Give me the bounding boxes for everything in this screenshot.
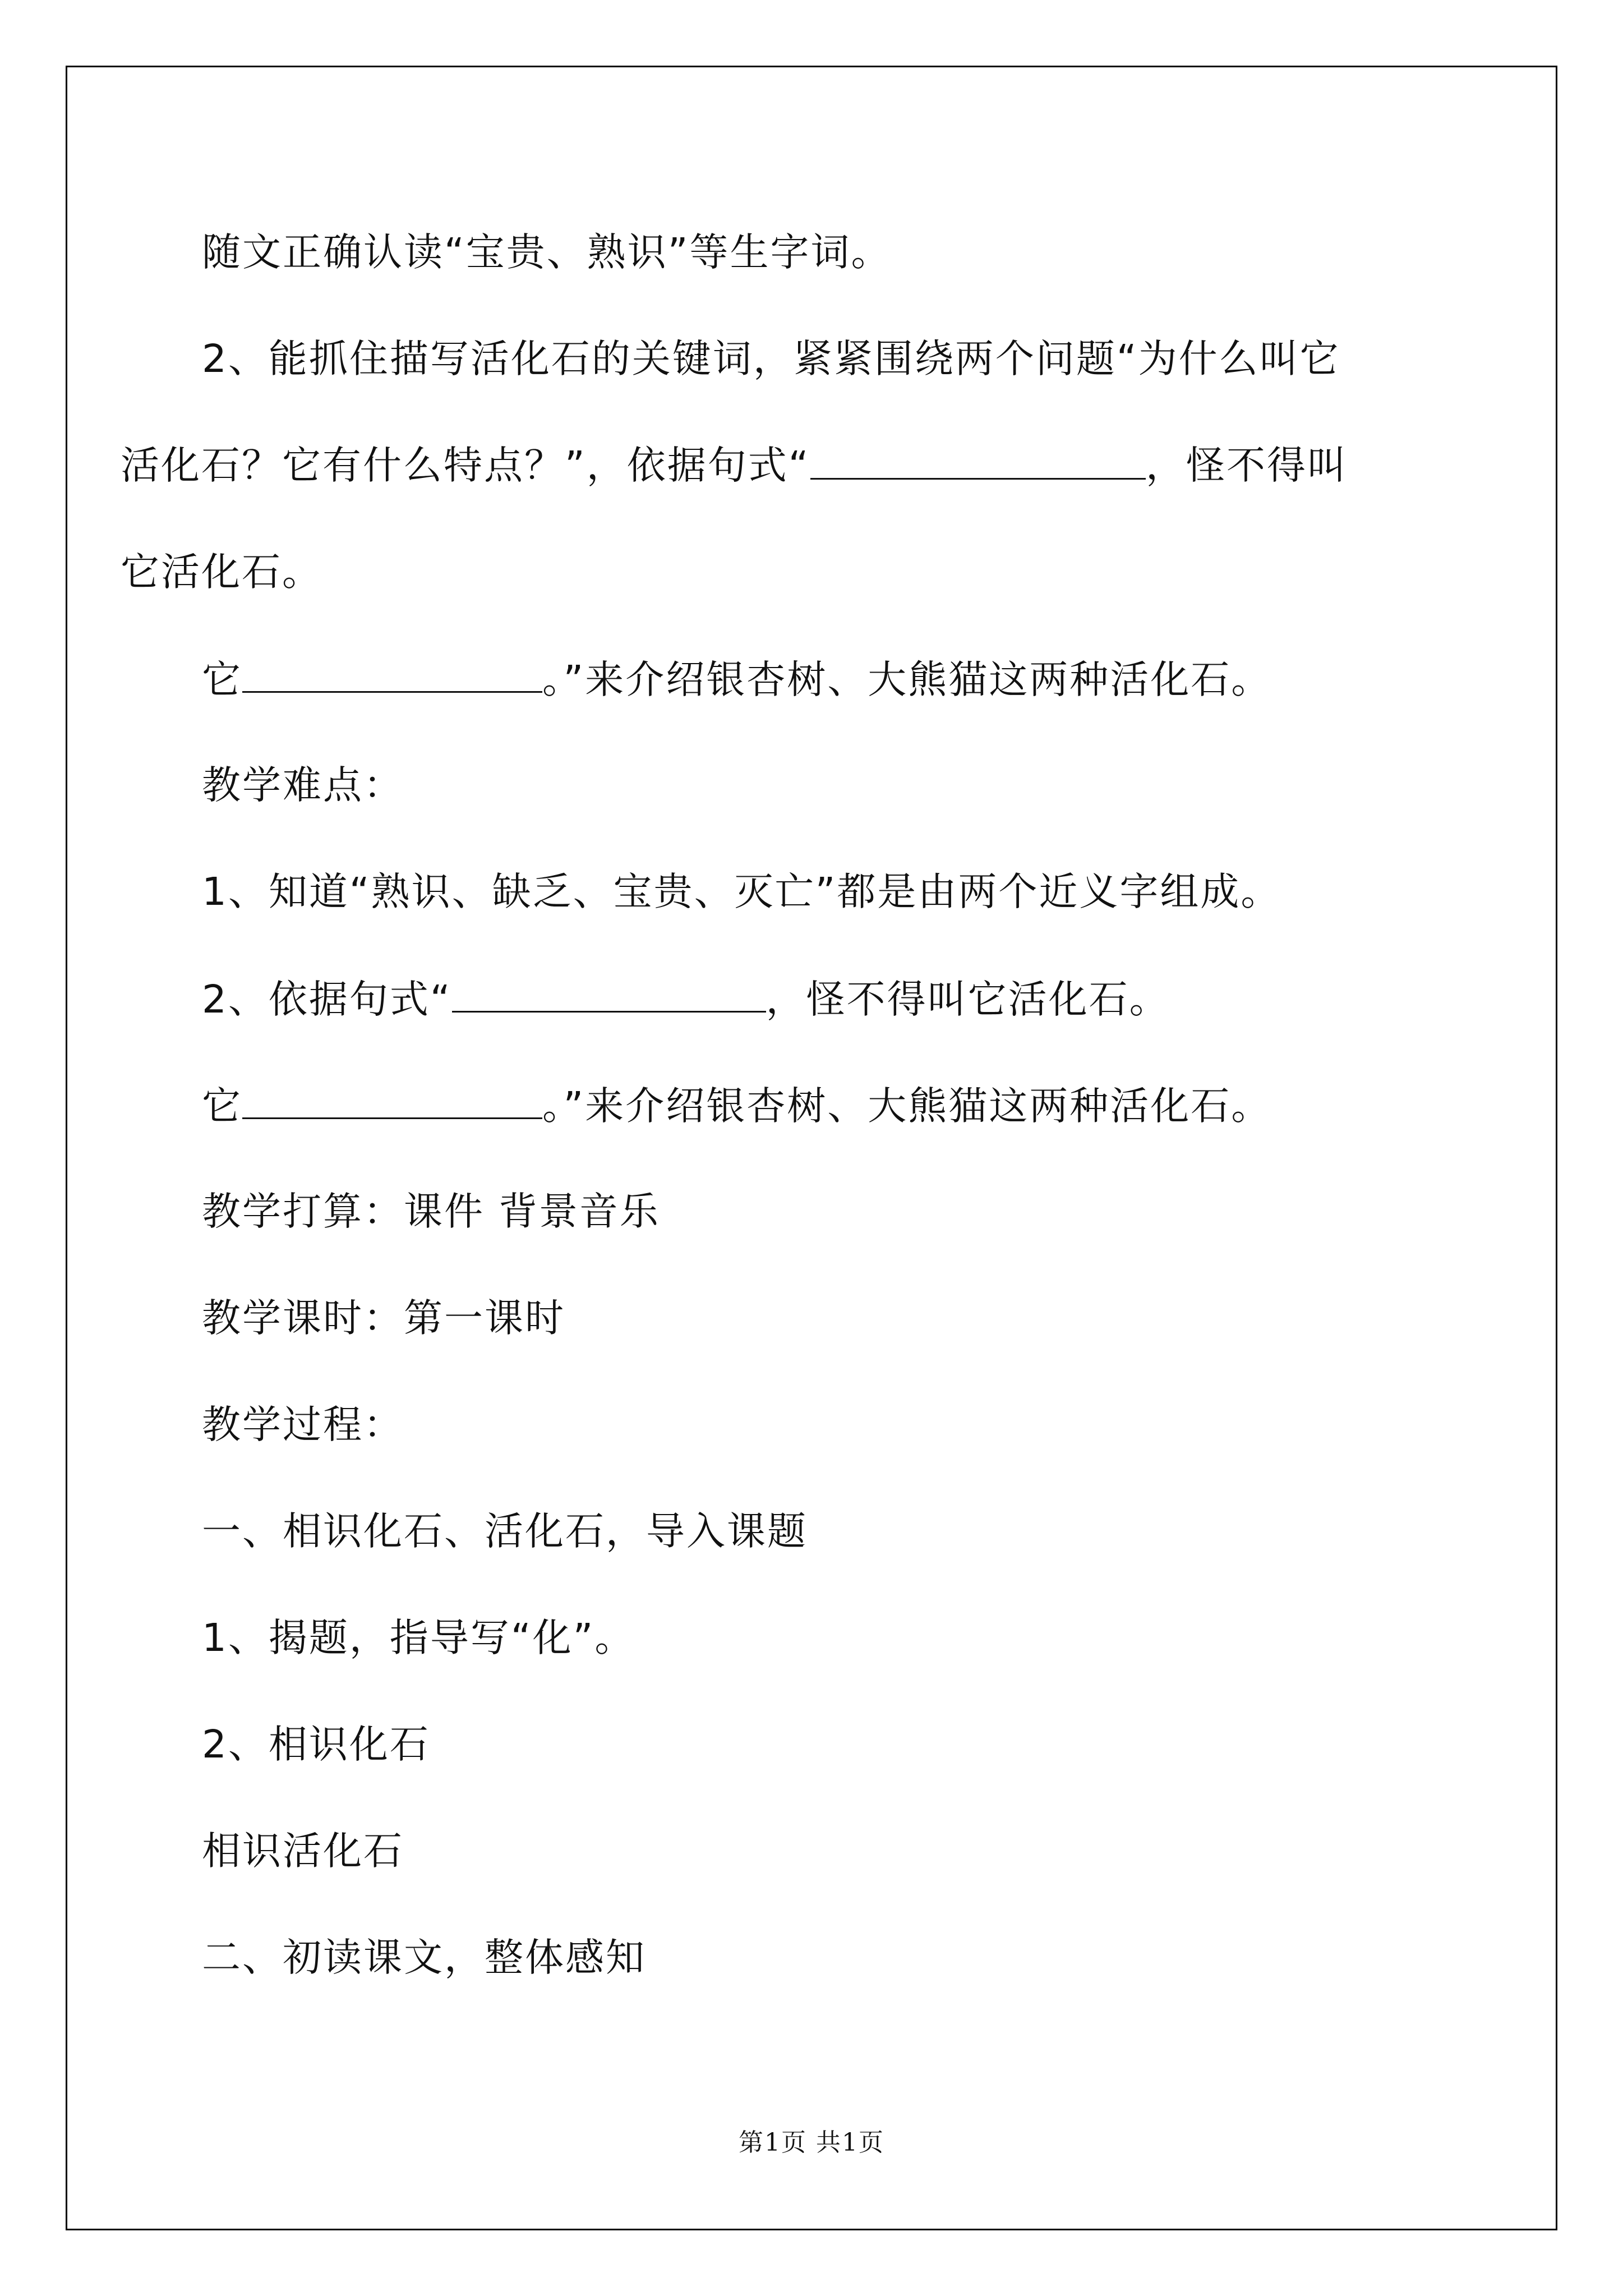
line-text: 。”来介绍银杏树、大熊猫这两种活化石。 — [542, 1084, 1272, 1129]
paragraph-line — [202, 1083, 1271, 1129]
page-footer: 第1页 共1页 — [739, 2128, 884, 2157]
paragraph-line: 相识活化石 — [202, 1829, 404, 1874]
line-text: 它 — [202, 1084, 242, 1129]
blank-underline — [810, 443, 1146, 480]
paragraph-line: 教学课时：第一课时 — [202, 1296, 565, 1341]
paragraph-line — [121, 443, 1348, 488]
section-heading: 教学难点： — [202, 763, 404, 808]
blank-underline — [452, 976, 766, 1013]
paragraph-line: 1、知道“熟识、缺乏、宝贵、灭亡”都是由两个近义字组成。 — [202, 869, 1281, 914]
line-text: 2、依据句式“ — [202, 977, 452, 1022]
line-text: 。”来介绍银杏树、大熊猫这两种活化石。 — [542, 657, 1272, 702]
line-text: 它 — [202, 657, 242, 702]
line-text: ，怪不得叫 — [1146, 443, 1348, 488]
section-heading: 教学过程： — [202, 1402, 404, 1447]
paragraph-line — [202, 976, 1170, 1022]
paragraph-line: 教学打算：课件 背景音乐 — [202, 1189, 660, 1234]
line-text: 活化石？它有什么特点？”，依据句式“ — [121, 443, 810, 488]
blank-underline — [242, 1083, 542, 1119]
paragraph-line: 2、能抓住描写活化石的关键词，紧紧围绕两个问题“为什么叫它 — [202, 337, 1340, 381]
paragraph-line: 2、相识化石 — [202, 1722, 430, 1767]
paragraph-line: 随文正确认读“宝贵、熟识”等生字词。 — [202, 230, 892, 275]
paragraph-line: 1、揭题，指导写“化”。 — [202, 1616, 635, 1660]
paragraph-line: 二、初读课文，整体感知 — [202, 1935, 646, 1980]
blank-underline — [242, 656, 542, 693]
paragraph-line: 一、相识化石、活化石，导入课题 — [202, 1509, 808, 1554]
paragraph-line — [202, 656, 1271, 702]
page-border — [66, 66, 1557, 2230]
paragraph-line: 它活化石。 — [121, 550, 322, 595]
line-text: ，怪不得叫它活化石。 — [766, 977, 1170, 1022]
